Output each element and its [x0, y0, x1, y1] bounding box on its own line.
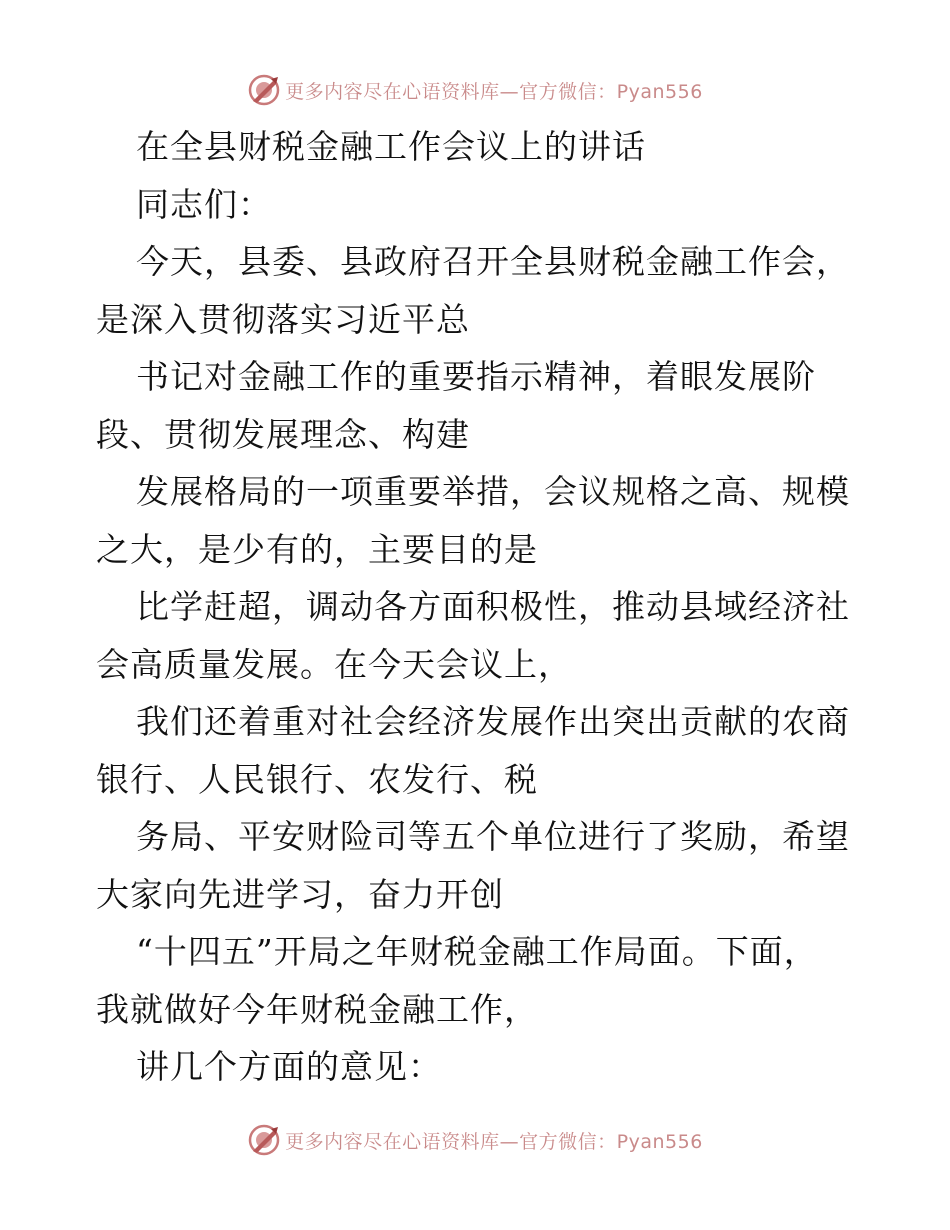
salutation: 同志们：	[136, 184, 272, 224]
paragraph-line: 我就做好今年财税金融工作，	[96, 989, 538, 1029]
document-title: 在全县财税金融工作会议上的讲话	[136, 127, 646, 166]
document-body	[96, 118, 856, 1096]
paragraph-line: 段、贯彻发展理念、构建	[96, 414, 470, 454]
paragraph-line: 银行、人民银行、农发行、税	[96, 759, 538, 799]
paragraph-line: 大家向先进学习，奋力开创	[96, 874, 504, 914]
banner-text: 更多内容尽在心语资料库—官方微信：Pyan556	[285, 1130, 703, 1153]
paragraph-line: 书记对金融工作的重要指示精神，着眼发展阶	[136, 357, 816, 396]
paragraph-line: 讲几个方面的意见：	[136, 1047, 442, 1086]
footer-banner	[0, 1120, 950, 1160]
quill-seal-icon	[247, 73, 281, 107]
paragraph-line: 我们还着重对社会经济发展作出突出贡献的农商	[136, 702, 850, 741]
paragraph-line: 发展格局的一项重要举措，会议规格之高、规模	[136, 472, 850, 511]
header-banner	[0, 70, 950, 110]
paragraph-line: 之大，是少有的，主要目的是	[96, 529, 538, 569]
paragraph-line: 务局、平安财险司等五个单位进行了奖励，希望	[136, 817, 850, 856]
paragraph-line: “十四五”开局之年财税金融工作局面。下面，	[136, 932, 818, 971]
paragraph-line: 是深入贯彻落实习近平总	[96, 299, 470, 339]
paragraph-line: 会高质量发展。在今天会议上，	[96, 644, 572, 684]
banner-text: 更多内容尽在心语资料库—官方微信：Pyan556	[285, 80, 703, 103]
paragraph-line: 今天，县委、县政府召开全县财税金融工作会，	[136, 242, 850, 281]
paragraph-line: 比学赶超，调动各方面积极性，推动县域经济社	[136, 587, 850, 626]
quill-seal-icon	[247, 1123, 281, 1157]
